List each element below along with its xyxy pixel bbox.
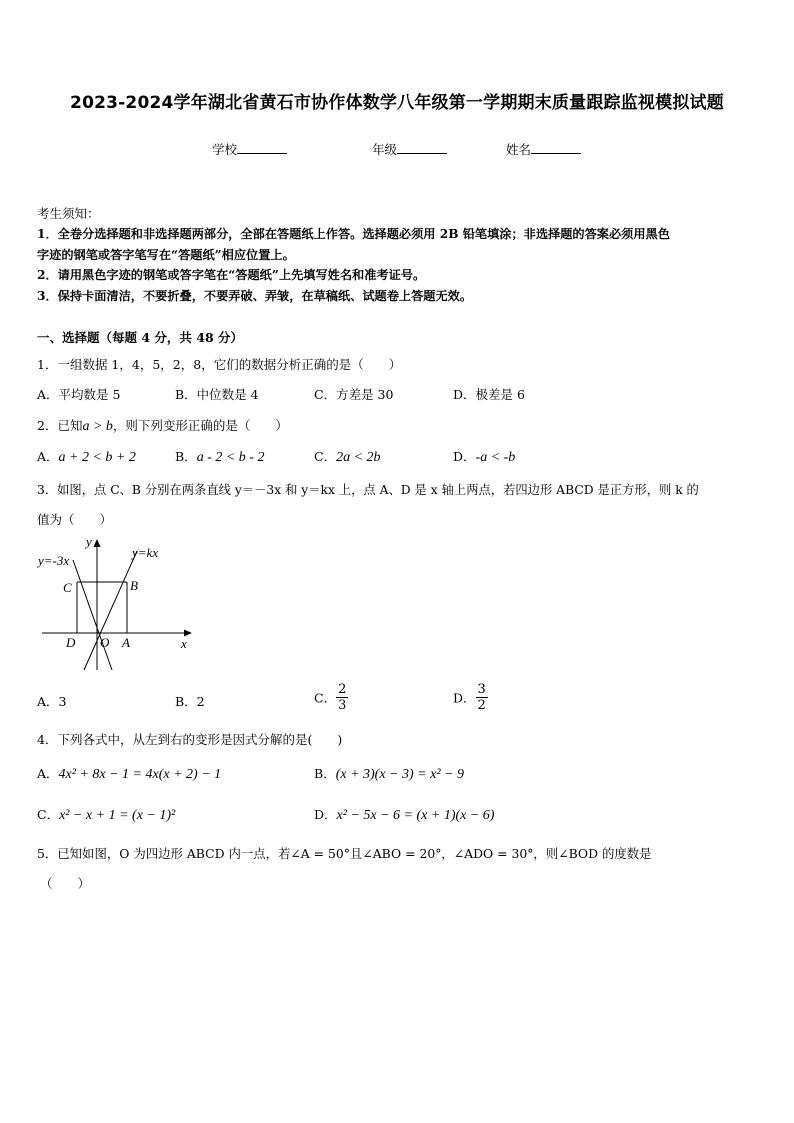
question-5-stem: 5．已知如图，O 为四边形 ABCD 内一点，若∠A = 50°且∠ABO = 20°，∠ADO = 30°，则∠BOD 的度数是 bbox=[37, 846, 652, 861]
q2-b-label: B． bbox=[175, 449, 197, 464]
q3-option-d[interactable] bbox=[453, 682, 488, 713]
notice-line-3: 3．保持卡面清洁，不要折叠，不要弄破、弄皱，在草稿纸、试题卷上答题无效。 bbox=[37, 289, 473, 303]
label-line-kx: y=kx bbox=[132, 545, 159, 560]
q3-c-denominator: 3 bbox=[338, 698, 347, 713]
q3-option-a[interactable]: A．3 bbox=[37, 694, 67, 709]
school-field[interactable] bbox=[212, 140, 287, 158]
q2-option-a[interactable] bbox=[37, 447, 136, 466]
q2-stem-post: ，则下列变形正确的是（ ） bbox=[112, 418, 288, 433]
label-x-axis: x bbox=[181, 636, 187, 651]
name-label: 姓名 bbox=[506, 142, 532, 157]
name-field[interactable] bbox=[506, 140, 581, 158]
label-point-d: D bbox=[66, 635, 76, 650]
line-y-kx bbox=[84, 551, 137, 670]
q1-option-a[interactable]: A．平均数是 5 bbox=[37, 387, 121, 402]
q2-c-expr: 2a < 2b bbox=[336, 450, 381, 465]
notice-line-1: 1．全卷分选择题和非选择题两部分，全部在答题纸上作答。选择题必须用 2B 铅笔填涂；非选择题的答案必须用黑色 bbox=[37, 227, 670, 241]
q4-a-expr: 4x² + 8x − 1 = 4x(x + 2) − 1 bbox=[58, 767, 222, 782]
q4-option-d[interactable] bbox=[314, 805, 494, 824]
notice-line-2: 2．请用黑色字迹的钢笔或答字笔在“答题纸”上先填写姓名和准考证号。 bbox=[37, 268, 426, 282]
label-line-neg3x: y=-3x bbox=[38, 553, 70, 568]
school-blank[interactable] bbox=[237, 141, 287, 154]
question-1-stem: 1．一组数据 1，4，5，2，8，它们的数据分析正确的是（ ） bbox=[37, 357, 402, 372]
grade-field[interactable] bbox=[372, 140, 447, 158]
q2-b-expr: a - 2 < b - 2 bbox=[196, 450, 265, 465]
section-heading: 一、选择题（每题 4 分，共 48 分） bbox=[37, 330, 244, 345]
question-5-stem-cont: （ ） bbox=[40, 876, 91, 891]
q2-a-expr: a + 2 < b + 2 bbox=[58, 450, 136, 465]
q2-d-expr: -a < -b bbox=[475, 450, 516, 465]
q4-option-b[interactable] bbox=[314, 764, 464, 783]
q4-a-label: A． bbox=[37, 766, 59, 781]
q1-option-d[interactable]: D．极差是 6 bbox=[453, 387, 525, 402]
notice-line-1-cont: 字迹的钢笔或答字笔写在“答题纸”相应位置上。 bbox=[37, 248, 295, 262]
q2-stem-pre: 2．已知 bbox=[37, 418, 83, 433]
question-4-stem: 4．下列各式中，从左到右的变形是因式分解的是( ) bbox=[37, 732, 343, 747]
page-title: 2023-2024学年湖北省黄石市协作体数学八年级第一学期期末质量跟踪监视模拟试题 bbox=[70, 93, 724, 113]
q2-option-b[interactable] bbox=[175, 447, 264, 466]
q4-option-c[interactable] bbox=[37, 805, 175, 824]
q4-b-expr: (x + 3)(x − 3) = x² − 9 bbox=[335, 767, 464, 782]
q3-c-numerator: 2 bbox=[338, 682, 347, 697]
q3-d-fraction bbox=[476, 682, 488, 713]
q4-d-expr: x² − 5x − 6 = (x + 1)(x − 6) bbox=[336, 808, 495, 823]
label-point-a: A bbox=[122, 635, 130, 650]
q2-c-label: C． bbox=[314, 449, 337, 464]
q3-d-label: D． bbox=[453, 690, 476, 706]
q2-condition: a > b bbox=[82, 419, 113, 434]
school-label: 学校 bbox=[212, 142, 238, 157]
q3-d-denominator: 2 bbox=[477, 698, 486, 713]
q3-figure bbox=[30, 530, 205, 675]
q1-option-c[interactable]: C．方差是 30 bbox=[314, 387, 394, 402]
line-y-neg3x bbox=[73, 560, 112, 670]
question-2-stem bbox=[37, 416, 288, 435]
y-axis-arrow bbox=[94, 539, 101, 547]
grade-label: 年级 bbox=[372, 142, 398, 157]
question-3-stem: 3．如图，点 C、B 分别在两条直线 y＝－3x 和 y＝kx 上，点 A、D 是 x 轴上两点，若四边形 ABCD 是正方形，则 k 的 bbox=[37, 483, 699, 497]
q4-option-a[interactable] bbox=[37, 764, 221, 783]
grade-blank[interactable] bbox=[397, 141, 447, 154]
q3-c-fraction bbox=[336, 682, 348, 713]
label-y-axis: y bbox=[86, 534, 92, 549]
notice-header: 考生须知： bbox=[37, 206, 100, 221]
q4-b-label: B． bbox=[314, 766, 336, 781]
label-point-b: B bbox=[130, 578, 138, 593]
q1-option-b[interactable]: B．中位数是 4 bbox=[175, 387, 259, 402]
q3-d-numerator: 3 bbox=[477, 682, 486, 697]
q2-option-d[interactable] bbox=[453, 447, 515, 466]
name-blank[interactable] bbox=[531, 141, 581, 154]
label-point-c: C bbox=[63, 580, 72, 595]
q4-c-label: C． bbox=[37, 807, 60, 822]
q3-option-c[interactable] bbox=[314, 682, 348, 713]
q3-c-label: C． bbox=[314, 690, 337, 706]
q2-a-label: A． bbox=[37, 449, 59, 464]
q3-option-b[interactable]: B．2 bbox=[175, 694, 205, 709]
q4-d-label: D． bbox=[314, 807, 337, 822]
question-3-stem-cont: 值为（ ） bbox=[37, 512, 113, 527]
q2-option-c[interactable] bbox=[314, 447, 381, 466]
q2-d-label: D． bbox=[453, 449, 476, 464]
q4-c-expr: x² − x + 1 = (x − 1)² bbox=[59, 808, 176, 823]
label-origin: O bbox=[100, 635, 110, 650]
